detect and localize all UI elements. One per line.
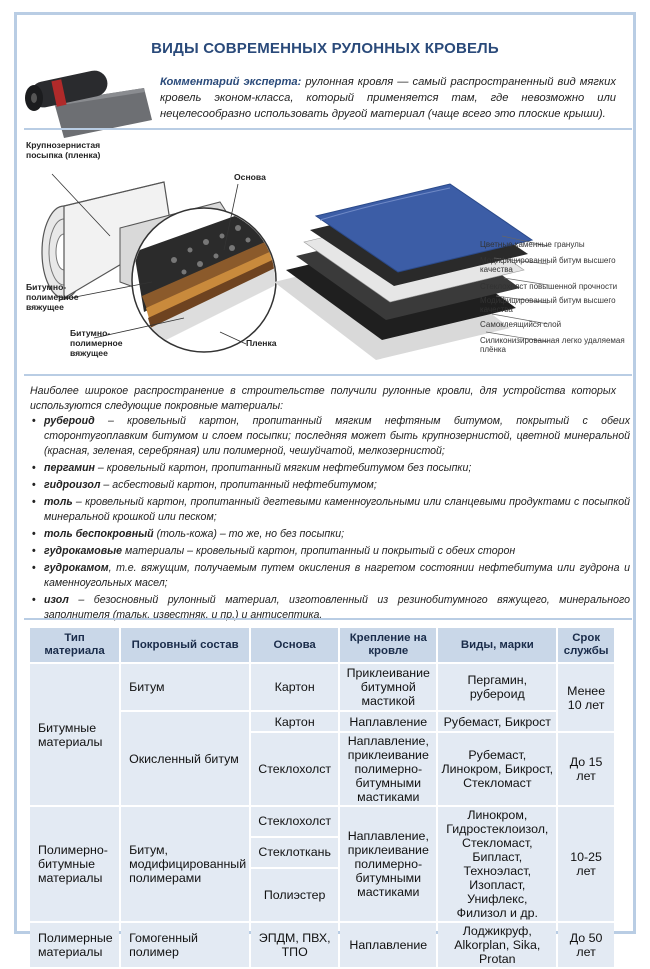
label-adhesive: Самоклеящийся слой (480, 320, 562, 329)
label-fiberglass: Стеклохолст повышенной прочности (480, 282, 618, 291)
cell-base: Стеклохолст (251, 733, 338, 805)
list-item: • толь – кровельный картон, пропитанный дегтевыми каменноугольными или сланцевыми продуктами с посыпкой минеральной крошкой или песком; (44, 495, 630, 525)
materials-intro: Наиболее широкое распространение в строительстве получили рулонные кровли, для устройства которых используются следующие покровные материалы: (30, 385, 616, 412)
label-mod-bitumen-1: Модифицированный битум высшего качества (480, 256, 616, 274)
comment-text: рулонная кровля — самый распространенный вид мягких кровель эконом-класса, который применяется там, где невозможно или нецелесообразно использовать другой материал (чаще всего это плоские крыши). (160, 76, 617, 120)
cell-brands: Линокром, Гидростеклоизол, Стекломаст, Бипласт, Техноэласт, Изопласт, Унифлекс, Филизол и др. (438, 807, 556, 921)
table-header-row (30, 628, 614, 662)
table-row (30, 807, 614, 836)
expert-comment (160, 74, 616, 122)
cell-fixing: Наплавление (340, 923, 436, 967)
cell-brands: Пергамин, рубероид (438, 664, 556, 710)
materials-list (30, 414, 630, 625)
cell-base: ЭПДМ, ПВХ, ТПО (251, 923, 338, 967)
cell-fixing: Наплавление, приклеивание полимерно-битумными мастиками (340, 733, 436, 805)
label-coarse: Крупнозернистая посыпка (пленка) (26, 140, 101, 160)
list-item: • изол – безосновный рулонный материал, изготовленный из резинобитумного вяжущего, минерального заполнителя (тальк, известняк, и пр.) и антисептика. (44, 593, 630, 623)
cell-type: Битумные материалы (30, 664, 119, 805)
header-type: Тип материала (30, 628, 119, 662)
cell-base: Стеклоткань (251, 838, 338, 867)
label-granules: Цветные каменные гранулы (480, 240, 585, 249)
cell-fixing: Наплавление, приклеивание полимерно-битумными мастиками (340, 807, 436, 921)
cell-composition: Гомогенный полимер (121, 923, 249, 967)
cell-fixing: Наплавление (340, 712, 436, 731)
list-item: • толь беспокровный (толь-кожа) – то же, но без посыпки; (44, 527, 630, 542)
page-title: ВИДЫ СОВРЕМЕННЫХ РУЛОННЫХ КРОВЕЛЬ (151, 40, 499, 57)
roofing-layers-diagram (24, 132, 632, 370)
cell-lifetime: Менее 10 лет (558, 664, 614, 731)
magnified-layer-circle (132, 202, 302, 352)
cell-composition: Битум, модифицированный полимерами (121, 807, 249, 921)
header-base: Основа (251, 628, 338, 662)
cell-composition: Битум (121, 664, 249, 710)
label-silicone-film: Силиконизированная легко удаляемая плёнка (480, 336, 625, 354)
label-film: Пленка (246, 338, 277, 348)
cell-brands: Лоджикруф, Alkorplan, Sika, Protan (438, 923, 556, 967)
list-item: • гудрокамовые материалы – кровельный картон, пропитанный и покрытый с обеих сторон (44, 544, 630, 559)
label-base: Основа (234, 172, 266, 182)
table-row (30, 923, 614, 967)
cell-brands: Рубемаст, Бикрост (438, 712, 556, 731)
cell-lifetime: До 50 лет (558, 923, 614, 967)
list-item: • пергамин – кровельный картон, пропитанный мягким нефтебитумом без посыпки; (44, 461, 630, 476)
divider (24, 618, 632, 620)
cell-composition: Окисленный битум (121, 712, 249, 805)
cell-type: Полимерные материалы (30, 923, 119, 967)
label-binder-2: Битумно-полимерное вяжущее (70, 328, 123, 358)
header-composition: Покровный состав (121, 628, 249, 662)
label-binder-1: Битумно-полимерное вяжущее (26, 282, 79, 312)
roll-core (31, 93, 37, 103)
cell-base: Полиэстер (251, 869, 338, 921)
header-brands: Виды, марки (438, 628, 556, 662)
header-fixing: Крепление на кровле (340, 628, 436, 662)
list-item: • гидроизол – асбестовый картон, пропитанный нефтебитумом; (44, 478, 630, 493)
cell-base: Стеклохолст (251, 807, 338, 836)
comment-label: Комментарий эксперта: (160, 76, 302, 88)
roofing-materials-table (28, 626, 616, 969)
cell-type: Полимерно-битумные материалы (30, 807, 119, 921)
cell-lifetime: 10-25 лет (558, 807, 614, 921)
list-item: • рубероид – кровельный картон, пропитанный мягким нефтяным битумом, покрытый с обеих сторонтугоплавким битумом и слоем посыпки; последняя может быть крупнозернистой, цветной минеральной (красная, зеленая, серебряная) или полимерной, чешуйчатой, мелкозернистой; (44, 414, 630, 459)
cell-fixing: Приклеивание битумной мастикой (340, 664, 436, 710)
label-mod-bitumen-2: Модифицированный битум высшего качества (480, 296, 616, 314)
divider (24, 128, 632, 130)
table-row (30, 664, 614, 710)
list-item: • гудрокамом, т.е. вяжущим, получаемым путем окисления в нагретом состоянии нефтебитума или гудрона и каменноугольных масел; (44, 561, 630, 591)
cell-base: Картон (251, 664, 338, 710)
cell-base: Картон (251, 712, 338, 731)
header-lifetime: Срок службы (558, 628, 614, 662)
cell-brands: Рубемаст, Линокром, Бикрост, Стекломаст (438, 733, 556, 805)
cell-lifetime: До 15 лет (558, 733, 614, 805)
divider (24, 374, 632, 376)
